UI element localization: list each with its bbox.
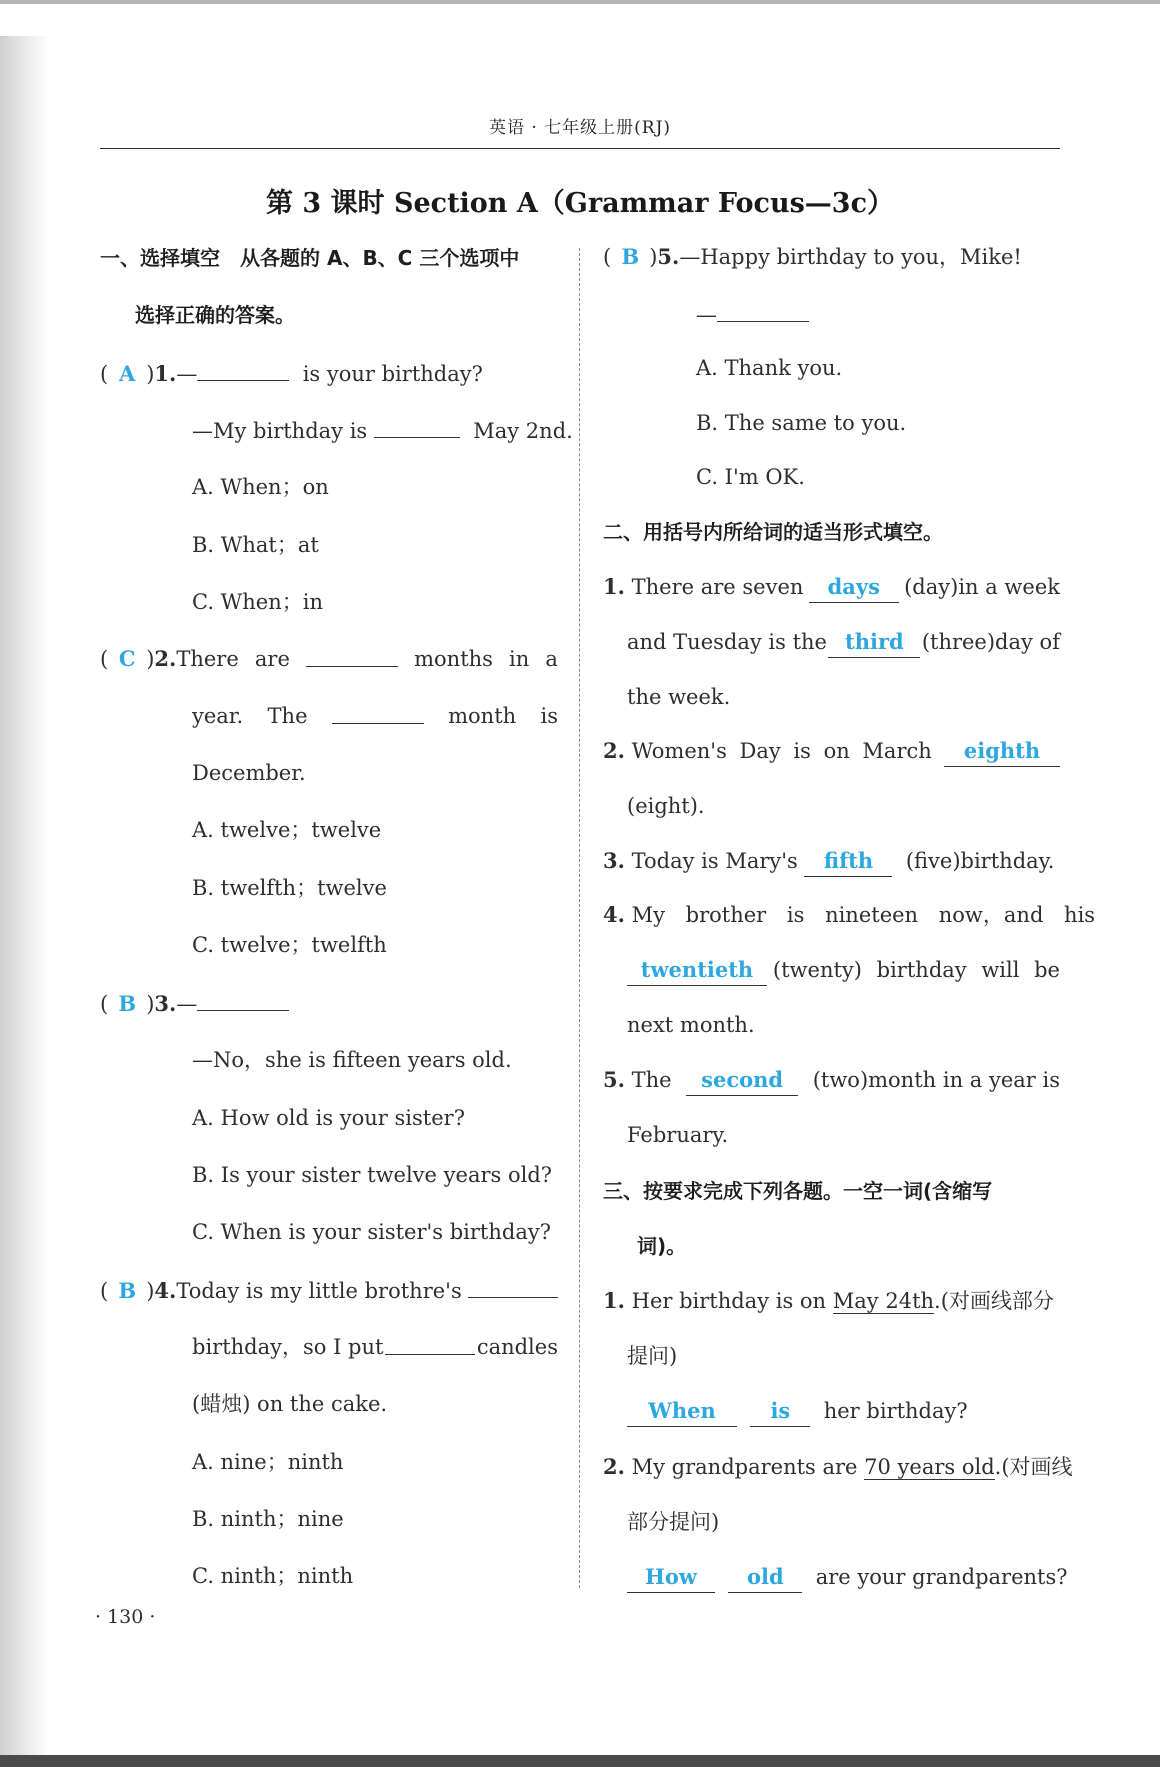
q3-option-a: A. How old is your sister? xyxy=(192,1106,465,1130)
question-4-line2: birthday，so I put candles xyxy=(192,1332,558,1362)
part2-question-5-line2: February. xyxy=(627,1123,729,1147)
part3-question-2-answer: How old are your grandparents? xyxy=(627,1562,1068,1593)
q2-answer: C xyxy=(118,646,136,671)
question-5-stem: ( B )5.—Happy birthday to you，Mike! xyxy=(603,242,1022,272)
part3-q1-underlined: May 24th xyxy=(832,1289,935,1313)
part2-question-3: 3. Today is Mary's fifth (five)birthday. xyxy=(603,846,1054,877)
q1-answer: A xyxy=(119,361,136,386)
question-3-line2: —No，she is fifteen years old. xyxy=(192,1048,512,1072)
part1-heading: 一、选择填空 从各题的 A、B、C 三个选项中 xyxy=(100,246,520,270)
part2-heading: 二、用括号内所给词的适当形式填空。 xyxy=(603,520,943,544)
q4-option-b: B. ninth；nine xyxy=(192,1507,344,1531)
part3-question-1: 1. Her birthday is on May 24th.(对画线部分 xyxy=(603,1288,1054,1313)
question-1-stem: ( A )1.— is your birthday? xyxy=(100,358,483,389)
part2-question-2: 2. Women's Day is on March eighth xyxy=(603,736,1060,767)
q1-blank-2 xyxy=(374,415,460,438)
part3-q2-fill-1: How xyxy=(627,1562,715,1593)
question-2-line3: December. xyxy=(192,761,306,785)
q3-answer: B xyxy=(118,991,137,1016)
q1-option-c: C. When；in xyxy=(192,590,323,614)
q5-option-b: B. The same to you. xyxy=(696,411,907,435)
part2-question-4-line3: next month. xyxy=(627,1013,755,1037)
q1-option-a: A. When；on xyxy=(192,475,329,499)
question-2-line2: year. The month is xyxy=(192,701,558,731)
part3-question-1-answer: When is her birthday? xyxy=(627,1396,968,1427)
q2-blank-2 xyxy=(332,701,424,724)
part3-q2-fill-2: old xyxy=(728,1562,802,1593)
q1-option-b: B. What；at xyxy=(192,533,319,557)
question-4-stem: ( B )4.Today is my little brothre's xyxy=(100,1275,558,1306)
question-5-line2: — xyxy=(696,299,809,330)
part2-question-1-line2: and Tuesday is the third (three)day of xyxy=(627,627,1060,658)
part2-question-2-line2: (eight). xyxy=(627,794,705,818)
part2-q2-fill: eighth xyxy=(944,736,1060,767)
part3-heading-cont: 词)。 xyxy=(637,1234,687,1258)
part3-q1-fill-1: When xyxy=(627,1396,737,1427)
q5-option-c: C. I'm OK. xyxy=(696,465,805,489)
part3-question-2: 2. My grandparents are 70 years old.(对画线 xyxy=(603,1454,1073,1479)
part2-q1-fill-2: third xyxy=(828,627,920,658)
part3-q1-fill-2: is xyxy=(750,1396,810,1427)
q4-option-c: C. ninth；ninth xyxy=(192,1564,354,1588)
q5-option-a: A. Thank you. xyxy=(696,356,843,380)
q4-option-a: A. nine；ninth xyxy=(192,1450,344,1474)
q5-answer: B xyxy=(621,244,640,269)
part2-question-5: 5. The second (two)month in a year is xyxy=(603,1065,1060,1096)
column-divider xyxy=(579,248,580,1588)
q4-answer: B xyxy=(118,1278,137,1303)
part3-question-1-line2: 提问) xyxy=(627,1344,678,1368)
part2-q3-fill: fifth xyxy=(804,846,892,877)
q1-blank-1 xyxy=(197,358,289,381)
q3-blank xyxy=(197,988,289,1011)
q2-blank-1 xyxy=(306,644,398,667)
running-header: 英语 · 七年级上册(RJ) xyxy=(488,118,672,138)
question-2-stem: ( C )2.There are months in a xyxy=(100,644,558,674)
part2-question-4-line2: twentieth (twenty) birthday will be xyxy=(627,955,1060,986)
part2-question-1: 1. There are seven days (day)in a week xyxy=(603,572,1060,603)
lesson-title: 第 3 课时 Section A（Grammar Focus—3c） xyxy=(265,188,895,219)
question-3-stem: ( B )3.— xyxy=(100,988,289,1019)
part2-question-1-line3: the week. xyxy=(627,685,731,709)
part2-q1-fill-1: days xyxy=(809,572,899,603)
part1-heading-cont: 选择正确的答案。 xyxy=(135,303,295,327)
q5-blank xyxy=(717,299,809,322)
part2-q5-fill: second xyxy=(686,1065,798,1096)
header-rule xyxy=(100,148,1060,149)
q3-option-b: B. Is your sister twelve years old? xyxy=(192,1163,553,1187)
page-number: · 130 · xyxy=(95,1606,156,1628)
q3-option-c: C. When is your sister's birthday? xyxy=(192,1220,551,1244)
q2-option-a: A. twelve；twelve xyxy=(192,818,382,842)
question-4-line3: (蜡烛) on the cake. xyxy=(192,1392,388,1416)
part3-q2-underlined: 70 years old xyxy=(864,1455,995,1479)
part3-question-2-line2: 部分提问) xyxy=(627,1510,720,1534)
q4-blank-1 xyxy=(468,1275,558,1298)
part3-heading: 三、按要求完成下列各题。一空一词(含缩写 xyxy=(603,1179,993,1203)
part2-q4-fill: twentieth xyxy=(627,955,767,986)
question-1-line2: —My birthday is May 2nd. xyxy=(192,415,573,446)
q4-blank-2 xyxy=(385,1332,475,1355)
q2-option-b: B. twelfth；twelve xyxy=(192,876,387,900)
part2-question-4: 4. My brother is nineteen now，and his xyxy=(603,902,1096,927)
q2-option-c: C. twelve；twelfth xyxy=(192,933,387,957)
